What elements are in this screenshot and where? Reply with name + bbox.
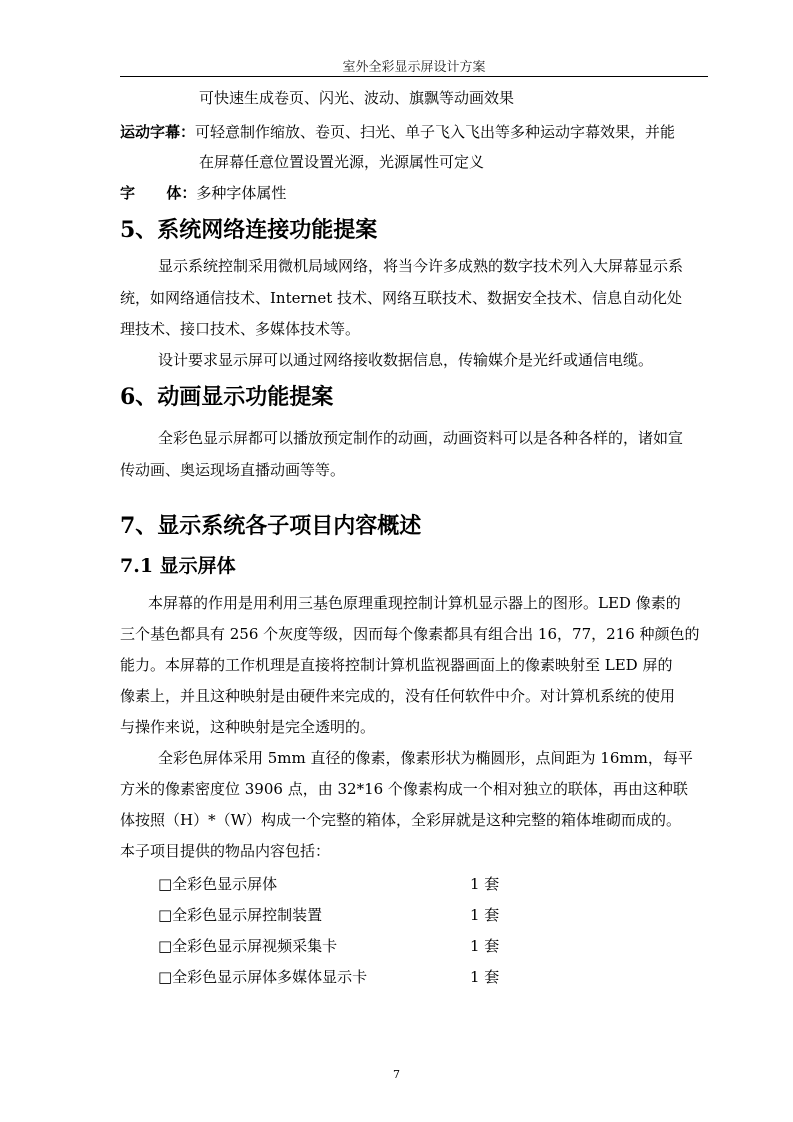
section-6-paragraph: 全彩色显示屏都可以播放预定制作的动画，动画资料可以是各种各样的，诸如宣 <box>158 429 684 447</box>
font-label: 字 体： <box>120 184 197 202</box>
header-rule <box>120 76 708 77</box>
item-name: □全彩色显示屏体 <box>158 875 278 893</box>
section-7-1-paragraph-2: 方米的像素密度位 3906 点，由 32*16 个像素构成一个相对独立的联体，再由这种联 <box>120 780 688 798</box>
section-7-1-paragraph-1: 本屏幕的作用是用利用三基色原理重现控制计算机显示器上的图形。LED 像素的 <box>148 594 681 612</box>
section-7-1-paragraph-2: 本子项目提供的物品内容包括： <box>120 842 331 860</box>
motion-text-label: 运动字幕： <box>120 123 196 141</box>
section-7-1-paragraph-2: 体按照（H）*（W）构成一个完整的箱体，全彩屏就是这种完整的箱体堆砌而成的。 <box>120 811 682 829</box>
section-6-heading: 6、动画显示功能提案 <box>120 384 334 410</box>
section-7-heading: 7、显示系统各子项目内容概述 <box>120 513 422 539</box>
intro-line: 可快速生成卷页、闪光、波动、旗飘等动画效果 <box>199 89 515 107</box>
section-5-heading: 5、系统网络连接功能提案 <box>120 217 378 243</box>
item-name: □全彩色显示屏视频采集卡 <box>158 937 338 955</box>
section-5-paragraph-1: 统，如网络通信技术、Internet 技术、网络互联技术、数据安全技术、信息自动化处 <box>120 289 682 307</box>
motion-text-value: 可轻意制作缩放、卷页、扫光、单子飞入飞出等多种运动字幕效果，并能 <box>195 123 676 141</box>
section-7-1-paragraph-1: 三个基色都具有 256 个灰度等级，因而每个像素都具有组合出 16，77，216 种颜色的 <box>120 625 700 643</box>
item-quantity: 1 套 <box>470 968 500 986</box>
page-number: 7 <box>393 1068 400 1081</box>
section-7-1-paragraph-1: 与操作来说，这种映射是完全透明的。 <box>120 718 376 736</box>
section-7-1-paragraph-1: 像素上，并且这种映射是由硬件来完成的，没有任何软件中介。对计算机系统的使用 <box>120 687 676 705</box>
motion-text-row <box>120 123 675 141</box>
section-7-1-paragraph-1: 能力。本屏幕的工作机理是直接将控制计算机监视器画面上的像素映射至 LED 屏的 <box>120 656 673 674</box>
section-7-1-paragraph-2: 全彩色屏体采用 5mm 直径的像素，像素形状为椭圆形，点间距为 16mm，每平 <box>158 749 693 767</box>
item-name: □全彩色显示屏体多媒体显示卡 <box>158 968 368 986</box>
section-5-paragraph-1: 显示系统控制采用微机局域网络，将当今许多成熟的数字技术列入大屏幕显示系 <box>158 257 684 275</box>
section-5-paragraph-2: 设计要求显示屏可以通过网络接收数据信息，传输媒介是光纤或通信电缆。 <box>158 351 654 369</box>
section-7-1-heading: 7.1 显示屏体 <box>120 555 236 577</box>
item-quantity: 1 套 <box>470 937 500 955</box>
item-name: □全彩色显示屏控制装置 <box>158 906 323 924</box>
section-6-paragraph: 传动画、奥运现场直播动画等等。 <box>120 461 346 479</box>
font-row <box>120 184 286 202</box>
motion-text-continuation: 在屏幕任意位置设置光源，光源属性可定义 <box>199 153 485 171</box>
font-value: 多种字体属性 <box>196 184 287 202</box>
page-header-title: 室外全彩显示屏设计方案 <box>342 60 486 75</box>
section-5-paragraph-1: 理技术、接口技术、多媒体技术等。 <box>120 320 361 338</box>
item-quantity: 1 套 <box>470 906 500 924</box>
item-quantity: 1 套 <box>470 875 500 893</box>
